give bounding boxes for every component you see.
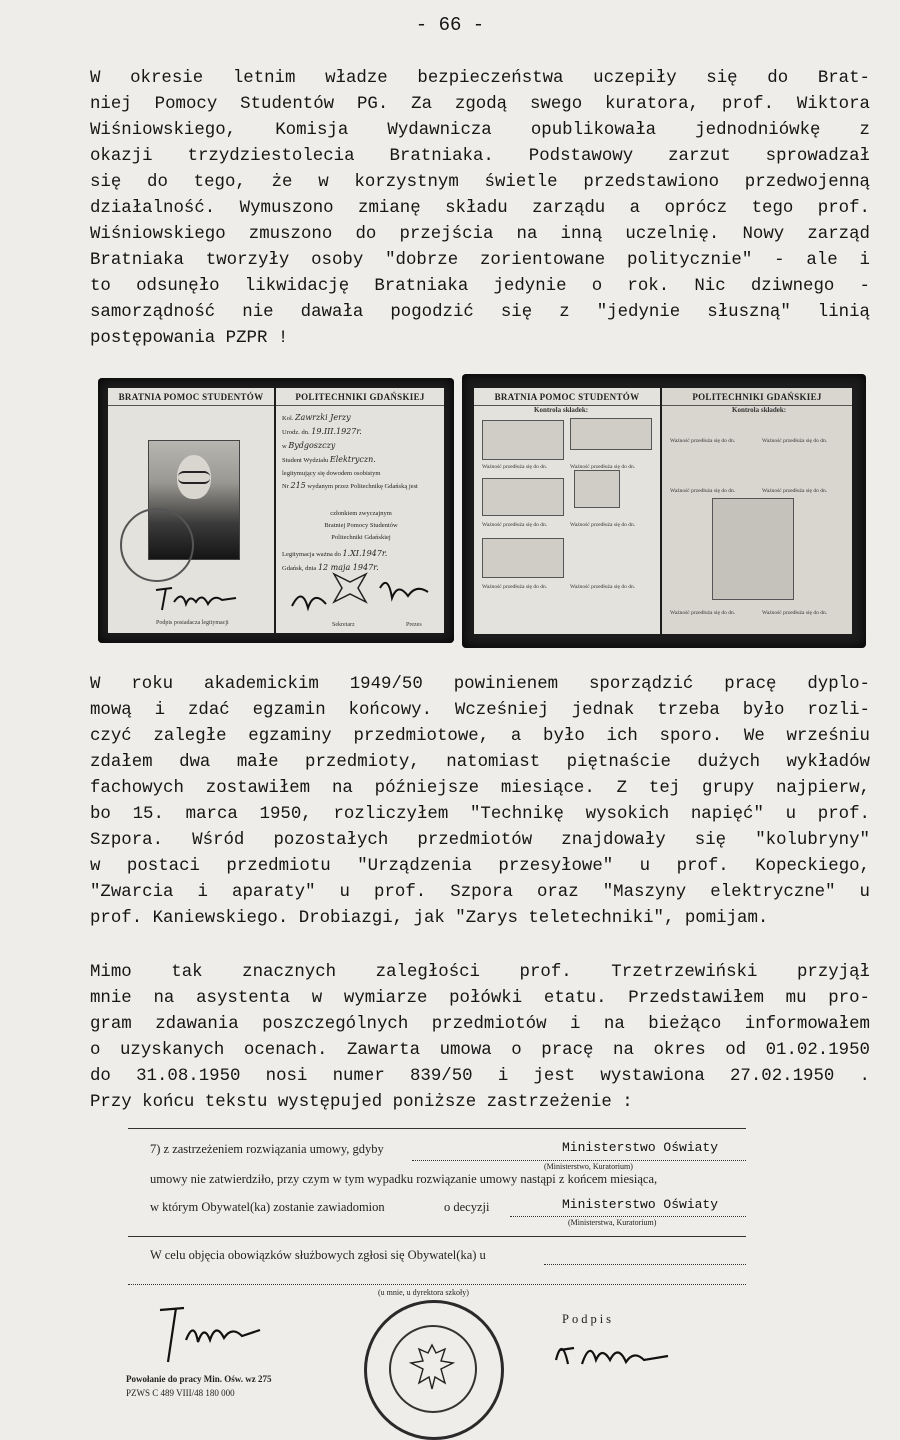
footer-line2: PZWS C 489 VIII/48 180 000 [126, 1388, 235, 1398]
validity-label-11: Ważność przedłuża się do dn. [670, 610, 736, 616]
paragraph2-line: mową i zdać egzamin końcowy. Wcześniej jednak trzeba było rozli- [90, 701, 870, 720]
field-name: Kol. Zawrzki Jerzy [282, 413, 351, 422]
employee-signature [150, 1300, 270, 1370]
paragraph2-line: Szpora. Wśród pozostałych przedmiotów znajdowały się "kolubryny" [90, 831, 870, 850]
paragraph1-line: działalność. Wymuszono zmianę składu zarządu a oprócz tego prof. [90, 199, 870, 218]
paragraph3-line: Mimo tak znacznych zaległości prof. Trzetrzewiński przyjął [90, 963, 870, 982]
validity-label-8: Ważność przedłuża się do dn. [762, 438, 828, 444]
field-id-doc: legitymujący się dowodem osobistym [282, 470, 381, 477]
validity-label-9: Ważność przedłuża się do dn. [670, 488, 736, 494]
validity-label-4: Ważność przedłuża się do dn. [570, 522, 636, 528]
paragraph1-line: Bratniaka tworzyły osoby "dobrze zorientowane politycznie" - ale i [90, 251, 870, 270]
form-top-rule [128, 1128, 746, 1129]
form-line1-typed: Ministerstwo Oświaty [562, 1140, 719, 1155]
form-line3-typed: Ministerstwo Oświaty [562, 1197, 719, 1212]
paragraph2-line: W roku akademickim 1949/50 powinienem sporządzić pracę dyplo- [90, 675, 870, 694]
field-birthdate: Urodz. dn. 19.III.1927r. [282, 427, 362, 436]
form-line5-caption: (u mnie, u dyrektora szkoły) [378, 1288, 469, 1297]
form-line2-text: umowy nie zatwierdziło, przy czym w tym wypadku rozwiązanie umowy nastąpi z końcem miesiąca, [150, 1172, 658, 1186]
official-signature [548, 1330, 678, 1380]
signature-label: Podpis [562, 1312, 615, 1326]
card-signatures [284, 568, 434, 620]
page-number: - 66 - [415, 14, 485, 36]
paragraph1-line: okazji trzydziestolecia Bratniaka. Podstawowy zarzut sprowadzał [90, 147, 870, 166]
form-line3-mid: o decyzji [444, 1200, 490, 1214]
id-card-left-page [108, 388, 274, 633]
secretary-caption: Sekretarz [332, 622, 355, 628]
footer-line1: Powołanie do pracy Min. Ośw. wz 275 [126, 1374, 272, 1384]
form-line3-text: w którym Obywatel(ka) zostanie zawiadomion [150, 1200, 385, 1214]
validity-label-6: Ważność przedłuża się do dn. [570, 584, 636, 590]
control-card-left-page [474, 388, 660, 634]
member-line-1: członkiem zwyczajnym [330, 510, 392, 517]
paragraph2-line: "Zwarcia i aparaty" u prof. Szpora oraz "Maszyny elektryczne" u [90, 883, 870, 902]
paragraph3-line: Przy końcu tekstu występujed poniższe zastrzeżenie : [90, 1093, 633, 1112]
validity-label-3: Ważność przedłuża się do dn. [482, 522, 548, 528]
holder-signature [152, 584, 242, 618]
paragraph1-line: się do tego, że w korzystnym świetle przedstawiono przedwojenną [90, 173, 870, 192]
paragraph3-line: o uzyskanych ocenach. Zawarta umowa o pracę na okres od 01.02.1950 [90, 1041, 870, 1060]
field-issue-date: Gdańsk, dnia 12 maja 1947r. [282, 563, 379, 572]
control-card-left-heading: BRATNIA POMOC STUDENTÓW [474, 388, 660, 406]
paragraph1-line: Wiśniowskiego zmuszono do przejścia na inną uczelnię. Nowy zarząd [90, 225, 870, 244]
paragraph1-line: postępowania PZPR ! [90, 329, 289, 348]
field-birthplace: w Bydgoszczy [282, 441, 336, 450]
validity-label-7: Ważność przedłuża się do dn. [670, 438, 736, 444]
id-card-right-page [276, 388, 444, 633]
paragraph3-line: gram zdawania poszczególnych przedmiotów i na bieżąco informowałem [90, 1015, 870, 1034]
id-card-right-heading: POLITECHNIKI GDAŃSKIEJ [276, 388, 444, 406]
validity-label-10: Ważność przedłuża się do dn. [762, 488, 828, 494]
paragraph2-line: fachowych zostawiłem na późniejsze miesiące. Z tej grupy najpierw, [90, 779, 870, 798]
paragraph1-line: Wiśniowskiego, Komisja Wydawnicza opublikowała jednodniówkę z [90, 121, 870, 140]
validity-label-12: Ważność przedłuża się do dn. [762, 610, 828, 616]
control-card-right-heading: POLITECHNIKI GDAŃSKIEJ [662, 388, 852, 406]
paragraph-1 [90, 66, 870, 352]
field-valid-until: Legitymacja ważna do 1.XI.1947r. [282, 549, 388, 558]
control-card-right-page [662, 388, 852, 634]
paragraph2-line: czyć zaległe egzaminy przedmiotowe, a było ich sporo. We wrześniu [90, 727, 870, 746]
validity-label-1: Ważność przedłuża się do dn. [482, 464, 548, 470]
paragraph1-line: W okresie letnim władze bezpieczeństwa uczepiły się do Brat- [90, 69, 870, 88]
official-seal [364, 1300, 504, 1440]
paragraph2-line: bo 15. marca 1950, rozliczyłem "Technikę wysokich napięć" u prof. [90, 805, 870, 824]
student-id-card-photo [98, 378, 454, 643]
validity-label-5: Ważność przedłuża się do dn. [482, 584, 548, 590]
paragraph-2 [90, 672, 870, 932]
validity-label-2: Ważność przedłuża się do dn. [570, 464, 636, 470]
form-line3-caption: (Ministerstwa, Kuratorium) [568, 1218, 657, 1227]
president-caption: Prezes [406, 622, 422, 628]
eagle-emblem [405, 1339, 459, 1395]
paragraph1-line: samorządność nie dawała pogodzić się z "jedynie słuszną" linią [90, 303, 870, 322]
paragraph2-line: zdałem dwa małe przedmioty, natomiast piętnaście dużych wykładów [90, 753, 870, 772]
paragraph2-line: prof. Kaniewskiego. Drobiazgi, jak "Zarys teletechniki", pomijam. [90, 909, 769, 928]
paragraph2-line: w postaci przedmiotu "Urządzenia przesyłowe" u prof. Kopeckiego, [90, 857, 870, 876]
dues-control-card-photo [462, 374, 866, 648]
paragraph3-line: mnie na asystenta w wymiarze połówki etatu. Przedstawiłem mu pro- [90, 989, 870, 1008]
form-line1-caption: (Ministerstwo, Kuratorium) [544, 1162, 633, 1171]
field-number: Nr 215 wydanym przez Politechnikę Gdańską jest [282, 481, 418, 490]
form-line1-text: 7) z zastrzeżeniem rozwiązania umowy, gdyby [150, 1142, 384, 1156]
field-faculty: Student Wydziału Elektryczn. [282, 455, 376, 464]
control-label-right: Kontrola składek: [732, 406, 787, 414]
member-line-2: Bratniej Pomocy Studentów [324, 522, 398, 529]
paragraph1-line: niej Pomocy Studentów PG. Za zgodą swego kuratora, prof. Wiktora [90, 95, 870, 114]
control-label-left: Kontrola składek: [534, 406, 589, 414]
form-line4-text: W celu objęcia obowiązków służbowych zgłosi się Obywatel(ka) u [150, 1248, 486, 1262]
paragraph3-line: do 31.08.1950 nosi numer 839/50 i jest wystawiona 27.02.1950 . [90, 1067, 870, 1086]
member-line-3: Politechniki Gdańskiej [331, 534, 391, 541]
paragraph-3 [90, 960, 870, 1116]
paragraph1-line: to odsunęło likwidację Bratniaka jedynie o rok. Nic dziwnego - [90, 277, 870, 296]
holder-caption: Podpis posiadacza legitymacji [156, 620, 229, 626]
round-stamp [120, 508, 194, 582]
id-card-left-heading: BRATNIA POMOC STUDENTÓW [108, 388, 274, 406]
